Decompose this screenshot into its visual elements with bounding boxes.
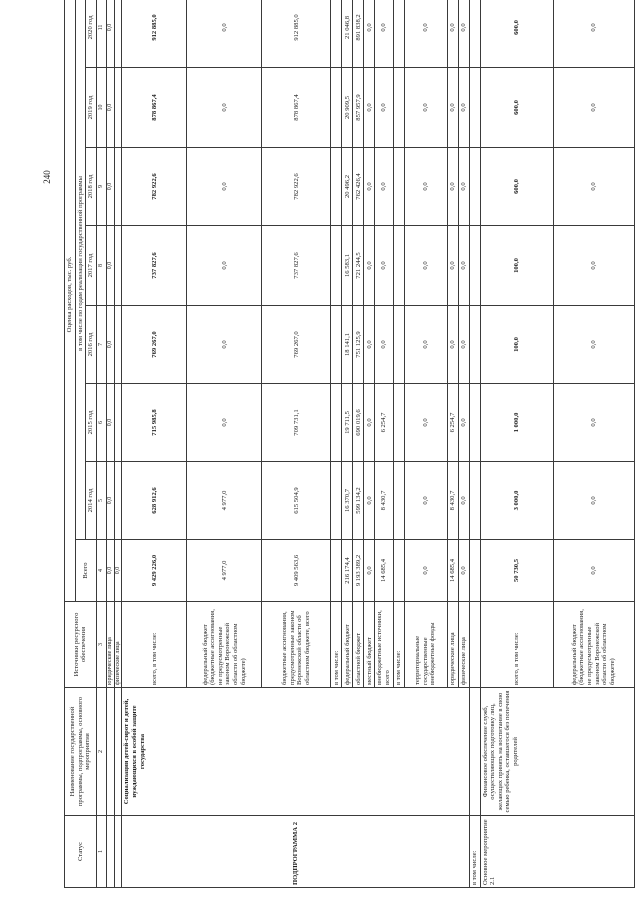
value-cell: 0,0 <box>106 68 114 148</box>
value-cell <box>331 68 342 148</box>
value-cell <box>393 384 404 462</box>
value-cell: 216 174,4 <box>342 540 353 602</box>
value-cell <box>393 148 404 226</box>
table-row <box>114 0 122 888</box>
value-cell: 600,0 <box>480 0 553 68</box>
empty-cell <box>469 148 480 226</box>
table-body <box>106 0 634 888</box>
value-cell: 0,0 <box>447 0 458 68</box>
value-cell: 0,0 <box>458 384 469 462</box>
value-cell: 0,0 <box>187 384 262 462</box>
value-cell <box>331 462 342 540</box>
value-cell: 0,0 <box>553 540 634 602</box>
value-cell: 0,0 <box>114 540 122 602</box>
value-cell <box>114 0 122 68</box>
value-cell: 9 409 563,6 <box>262 540 331 602</box>
table-row <box>106 0 114 888</box>
value-cell: 6 254,7 <box>447 384 458 462</box>
value-cell: 0,0 <box>404 540 447 602</box>
value-cell: 0,0 <box>375 226 393 306</box>
activity-name: Финансовое обеспечение служб, осуществляющих подготовку лиц, желающих принять на воспитание в свою семью ребенка, оставшегося без попечения родителей <box>480 688 634 816</box>
empty-cell <box>469 688 480 816</box>
source-cell: областной бюджет <box>353 602 364 688</box>
value-cell: 0,0 <box>447 306 458 384</box>
value-cell: 751 125,9 <box>353 306 364 384</box>
col-number: 8 <box>96 226 106 306</box>
header-year: 2018 год <box>86 148 97 226</box>
subprogram-name: Социализация детей-сирот и детей, нуждающихся в особой защите государства <box>122 688 469 816</box>
source-cell: местный бюджет <box>364 602 375 688</box>
value-cell: 0,0 <box>458 462 469 540</box>
value-cell: 9 429 226,0 <box>122 540 187 602</box>
col-number: 6 <box>96 384 106 462</box>
status-cell <box>106 816 114 888</box>
header-year: 2016 год <box>86 306 97 384</box>
value-cell: 769 267,0 <box>262 306 331 384</box>
source-cell: всего, в том числе: <box>480 602 553 688</box>
value-cell <box>114 148 122 226</box>
value-cell: 0,0 <box>364 0 375 68</box>
value-cell: 0,0 <box>553 68 634 148</box>
source-cell: федеральный бюджет <box>342 602 353 688</box>
name-cell <box>114 688 122 816</box>
value-cell: 0,0 <box>106 384 114 462</box>
col-number: 11 <box>96 0 106 68</box>
value-cell: 0,0 <box>447 148 458 226</box>
value-cell: 600,0 <box>480 148 553 226</box>
value-cell: 0,0 <box>404 0 447 68</box>
col-number: 4 <box>96 540 106 602</box>
header-year: 2015 год <box>86 384 97 462</box>
value-cell: 14 685,4 <box>375 540 393 602</box>
table-row <box>480 0 553 888</box>
value-cell: 0,0 <box>553 384 634 462</box>
value-cell: 3 000,0 <box>480 462 553 540</box>
value-cell <box>331 148 342 226</box>
empty-cell <box>469 602 480 688</box>
value-cell: 0,0 <box>375 306 393 384</box>
value-cell: 14 685,4 <box>447 540 458 602</box>
value-cell: 0,0 <box>458 0 469 68</box>
value-cell: 0,0 <box>553 306 634 384</box>
value-cell: 50 730,5 <box>480 540 553 602</box>
value-cell: 100,0 <box>480 226 553 306</box>
value-cell: 0,0 <box>375 148 393 226</box>
value-cell <box>114 68 122 148</box>
value-cell: 0,0 <box>553 462 634 540</box>
header-status: Статус <box>65 816 97 888</box>
source-cell: физические лица <box>458 602 469 688</box>
value-cell: 715 985,8 <box>122 384 187 462</box>
col-number: 2 <box>96 688 106 816</box>
value-cell <box>331 540 342 602</box>
source-cell: физические лица <box>114 602 122 688</box>
header-source: Источники ресурсного обеспечения <box>65 602 97 688</box>
source-cell: всего, в том числе: <box>122 602 187 688</box>
value-cell <box>331 226 342 306</box>
value-cell: 0,0 <box>364 226 375 306</box>
value-cell: 8 430,7 <box>447 462 458 540</box>
in-that-number: в том числе: <box>469 816 480 888</box>
col-number: 10 <box>96 68 106 148</box>
value-cell: 0,0 <box>364 306 375 384</box>
value-cell: 0,0 <box>447 226 458 306</box>
value-cell: 912 885,0 <box>262 0 331 68</box>
source-cell: юридические лица <box>447 602 458 688</box>
empty-cell <box>469 0 480 68</box>
empty-cell <box>469 306 480 384</box>
value-cell: 9 193 389,2 <box>353 540 364 602</box>
status-cell <box>114 816 122 888</box>
value-cell: 0,0 <box>106 148 114 226</box>
header-estimate: Оценка расходов, тыс. руб. <box>65 0 76 602</box>
value-cell: 737 827,6 <box>122 226 187 306</box>
value-cell: 721 244,5 <box>353 226 364 306</box>
empty-cell <box>469 540 480 602</box>
value-cell: 690 019,6 <box>353 384 364 462</box>
header-year: 2014 год <box>86 462 97 540</box>
value-cell: 1 000,0 <box>480 384 553 462</box>
value-cell: 0,0 <box>106 0 114 68</box>
value-cell: 0,0 <box>553 226 634 306</box>
header-name: Наименование государственной программы, подпрограммы, основного мероприятия <box>65 688 97 816</box>
table-row <box>122 0 187 888</box>
empty-cell <box>469 384 480 462</box>
value-cell <box>331 306 342 384</box>
value-cell: 878 867,4 <box>262 68 331 148</box>
rotated-document <box>64 0 616 888</box>
empty-cell <box>469 68 480 148</box>
value-cell <box>393 540 404 602</box>
value-cell: 600,0 <box>480 68 553 148</box>
value-cell <box>114 306 122 384</box>
value-cell: 0,0 <box>364 540 375 602</box>
activity-status: Основное мероприятие 2.1 <box>480 816 634 888</box>
page-number: 240 <box>41 170 52 184</box>
value-cell: 20 496,2 <box>342 148 353 226</box>
empty-cell <box>469 226 480 306</box>
value-cell <box>114 462 122 540</box>
header-by-year: в том числе по годам реализации государственной программы <box>75 0 86 540</box>
value-cell: 891 838,2 <box>353 0 364 68</box>
value-cell: 0,0 <box>106 226 114 306</box>
value-cell: 0,0 <box>404 306 447 384</box>
value-cell <box>393 68 404 148</box>
separator-row <box>469 0 480 888</box>
value-cell: 0,0 <box>364 462 375 540</box>
value-cell: 8 430,7 <box>375 462 393 540</box>
source-cell: федеральный бюджет (бюджетные ассигнования, не предусмотренные законом Воронежской области об областном бюджете) <box>553 602 634 688</box>
value-cell: 0,0 <box>187 306 262 384</box>
value-cell: 912 885,0 <box>122 0 187 68</box>
source-cell: в том числе: <box>393 602 404 688</box>
header-total: Всего <box>75 540 96 602</box>
value-cell: 0,0 <box>364 148 375 226</box>
source-cell: бюджетные ассигнования, предусмотренные законом Воронежской области об областном бюджете, всего <box>262 602 331 688</box>
value-cell: 0,0 <box>106 540 114 602</box>
value-cell: 857 957,9 <box>353 68 364 148</box>
source-cell: внебюджетные источники, всего <box>375 602 393 688</box>
value-cell <box>114 226 122 306</box>
value-cell: 0,0 <box>187 0 262 68</box>
value-cell: 0,0 <box>458 148 469 226</box>
value-cell: 4 977,0 <box>187 540 262 602</box>
value-cell: 18 141,1 <box>342 306 353 384</box>
value-cell: 762 426,4 <box>353 148 364 226</box>
value-cell <box>393 306 404 384</box>
col-number: 7 <box>96 306 106 384</box>
value-cell: 0,0 <box>458 226 469 306</box>
value-cell: 4 977,0 <box>187 462 262 540</box>
col-number: 1 <box>96 816 106 888</box>
value-cell: 878 867,4 <box>122 68 187 148</box>
value-cell: 0,0 <box>364 68 375 148</box>
value-cell: 0,0 <box>404 68 447 148</box>
source-cell: федеральный бюджет (бюджетные ассигнования, не предусмотренные законом Воронежской области об областном бюджете) <box>187 602 262 688</box>
value-cell: 0,0 <box>404 148 447 226</box>
value-cell: 0,0 <box>364 384 375 462</box>
value-cell: 16 583,1 <box>342 226 353 306</box>
value-cell: 19 711,5 <box>342 384 353 462</box>
value-cell: 16 370,7 <box>342 462 353 540</box>
value-cell: 0,0 <box>375 68 393 148</box>
value-cell: 709 731,1 <box>262 384 331 462</box>
value-cell: 0,0 <box>187 68 262 148</box>
col-number: 3 <box>96 602 106 688</box>
value-cell: 628 912,6 <box>122 462 187 540</box>
value-cell <box>393 0 404 68</box>
value-cell: 0,0 <box>458 68 469 148</box>
value-cell: 100,0 <box>480 306 553 384</box>
header-year: 2017 год <box>86 226 97 306</box>
name-cell <box>106 688 114 816</box>
source-cell: территориальные государственные внебюджетные фонды <box>404 602 447 688</box>
value-cell <box>114 384 122 462</box>
source-cell: юридические лица <box>106 602 114 688</box>
header-year: 2019 год <box>86 68 97 148</box>
value-cell: 0,0 <box>458 306 469 384</box>
subprogram-status: ПОДПРОГРАММА 2 <box>122 816 469 888</box>
value-cell: 0,0 <box>404 384 447 462</box>
value-cell: 782 922,6 <box>122 148 187 226</box>
value-cell: 615 504,9 <box>262 462 331 540</box>
empty-cell <box>469 462 480 540</box>
col-number: 5 <box>96 462 106 540</box>
value-cell: 737 827,6 <box>262 226 331 306</box>
value-cell: 6 254,7 <box>375 384 393 462</box>
value-cell: 0,0 <box>404 462 447 540</box>
value-cell <box>331 384 342 462</box>
expense-estimate-table <box>64 0 635 888</box>
value-cell: 0,0 <box>375 0 393 68</box>
source-cell: в том числе: <box>331 602 342 688</box>
value-cell: 782 922,6 <box>262 148 331 226</box>
value-cell: 0,0 <box>458 540 469 602</box>
col-number: 9 <box>96 148 106 226</box>
value-cell: 21 046,8 <box>342 0 353 68</box>
value-cell <box>393 462 404 540</box>
value-cell: 599 134,2 <box>353 462 364 540</box>
value-cell: 0,0 <box>447 68 458 148</box>
value-cell: 20 909,5 <box>342 68 353 148</box>
value-cell <box>331 0 342 68</box>
value-cell: 0,0 <box>106 306 114 384</box>
value-cell: 0,0 <box>553 148 634 226</box>
value-cell: 769 267,0 <box>122 306 187 384</box>
value-cell: 0,0 <box>187 226 262 306</box>
value-cell: 0,0 <box>187 148 262 226</box>
value-cell: 0,0 <box>553 0 634 68</box>
header-year: 2020 год <box>86 0 97 68</box>
value-cell: 0,0 <box>404 226 447 306</box>
value-cell <box>393 226 404 306</box>
value-cell: 0,0 <box>106 462 114 540</box>
